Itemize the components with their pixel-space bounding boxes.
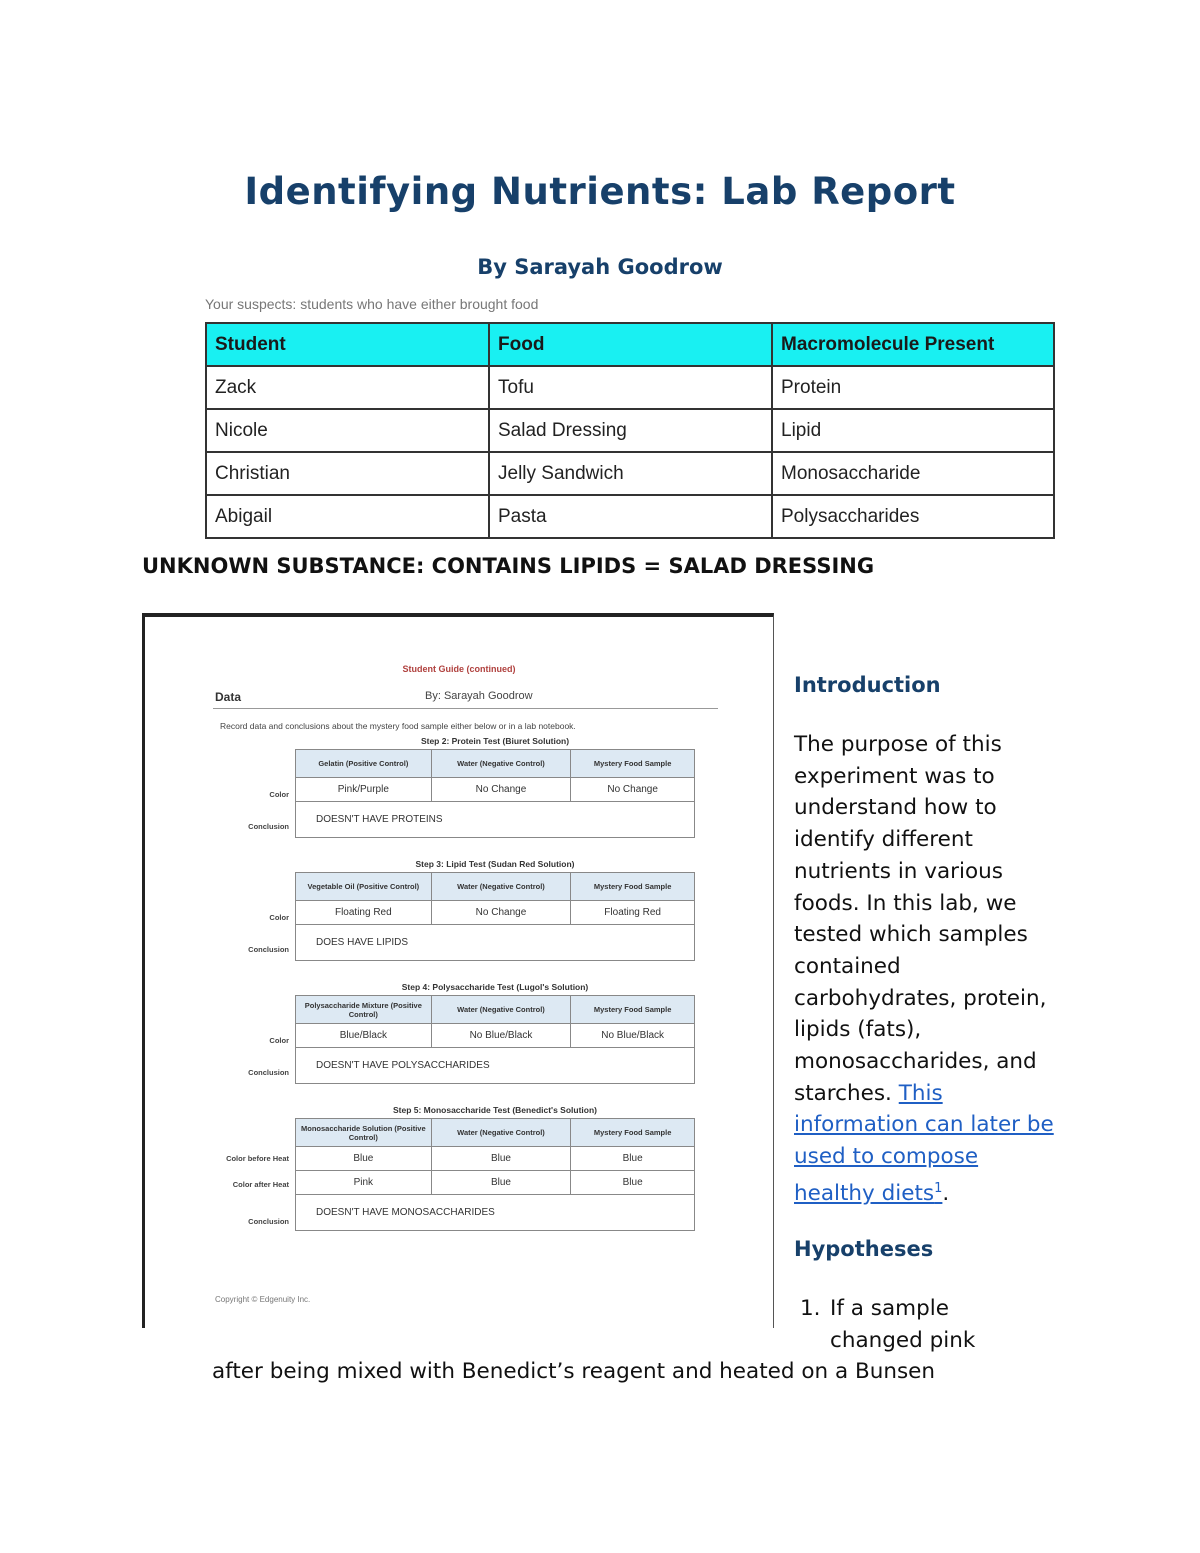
row-label: Conclusion — [248, 822, 289, 831]
step-header-cell: Water (Negative Control) — [431, 1119, 571, 1147]
introduction-heading: Introduction — [794, 673, 941, 697]
copyright-notice: Copyright © Edgenuity Inc. — [215, 1295, 311, 1304]
step-cell: No Change — [571, 778, 695, 802]
step-header-cell: Mystery Food Sample — [571, 873, 695, 901]
table-cell: Zack — [206, 366, 489, 409]
footnote-marker[interactable]: 1 — [934, 1180, 943, 1196]
conclusion-cell: DOESN'T HAVE PROTEINS — [296, 802, 695, 838]
row-label: Color — [269, 1036, 289, 1045]
conclusion-cell: DOES HAVE LIPIDS — [296, 925, 695, 961]
table-cell: Christian — [206, 452, 489, 495]
step-header-cell: Water (Negative Control) — [431, 873, 571, 901]
step-cell: No Blue/Black — [431, 1024, 571, 1048]
color-after-row — [296, 1171, 695, 1195]
step-header-cell: Polysaccharide Mixture (Positive Control) — [296, 996, 432, 1024]
step-cell: Blue — [296, 1147, 432, 1171]
step-cell: Floating Red — [571, 901, 695, 925]
row-label: Color before Heat — [226, 1154, 289, 1163]
step-title: Step 5: Monosaccharide Test (Benedict's Solution) — [392, 1105, 597, 1115]
unknown-substance-statement: UNKNOWN SUBSTANCE: CONTAINS LIPIDS = SALAD DRESSING — [142, 554, 875, 578]
step-header-row — [296, 750, 695, 778]
row-label: Color — [269, 913, 289, 922]
row-label: Conclusion — [248, 945, 289, 954]
table-cell: Protein — [772, 366, 1054, 409]
table-cell: Nicole — [206, 409, 489, 452]
step-header-cell: Mystery Food Sample — [571, 750, 695, 778]
step-cell: No Change — [431, 901, 571, 925]
conclusion-row — [296, 1048, 695, 1084]
step-cell: Blue/Black — [296, 1024, 432, 1048]
row-label: Color — [269, 790, 289, 799]
conclusion-cell: DOESN'T HAVE MONOSACCHARIDES — [296, 1195, 695, 1231]
cropped-text-line — [205, 296, 725, 316]
step-header-cell: Mystery Food Sample — [571, 996, 695, 1024]
step-header-cell: Mystery Food Sample — [571, 1119, 695, 1147]
polysaccharide-test-table — [295, 995, 695, 1084]
step-cell: Blue — [571, 1147, 695, 1171]
lipid-test-table — [295, 872, 695, 961]
data-sheet — [145, 617, 773, 1328]
figure-author: By: Sarayah Goodrow — [425, 690, 533, 702]
hypotheses-heading: Hypotheses — [794, 1237, 934, 1261]
data-label: Data — [215, 690, 242, 704]
step-header-cell: Gelatin (Positive Control) — [296, 750, 432, 778]
step-header-row — [296, 873, 695, 901]
step-cell: Blue — [431, 1147, 571, 1171]
document-title: Identifying Nutrients: Lab Report — [244, 170, 956, 213]
table-cell: Pasta — [489, 495, 772, 538]
step-cell: Floating Red — [296, 901, 432, 925]
introduction-paragraph — [794, 729, 1064, 1210]
step-header-cell: Monosaccharide Solution (Positive Control) — [296, 1119, 432, 1147]
step-header-cell: Water (Negative Control) — [431, 750, 571, 778]
link-text[interactable]: This information can later be used to compose healthy diets — [794, 1080, 1054, 1206]
step-title: Step 4: Polysaccharide Test (Lugol's Solution) — [401, 982, 589, 992]
step-header-row — [296, 996, 695, 1024]
table-header-cell: Macromolecule Present — [772, 323, 1054, 366]
step-title: Step 2: Protein Test (Biuret Solution) — [420, 736, 570, 746]
byline: By Sarayah Goodrow — [477, 255, 723, 279]
student-food-table — [205, 322, 1055, 539]
table-cell: Monosaccharide — [772, 452, 1054, 495]
conclusion-row — [296, 1195, 695, 1231]
table-cell: Lipid — [772, 409, 1054, 452]
table-cell: Salad Dressing — [489, 409, 772, 452]
color-before-row — [296, 1147, 695, 1171]
table-row — [206, 452, 1054, 495]
step-title: Step 3: Lipid Test (Sudan Red Solution) — [415, 859, 575, 869]
conclusion-row — [296, 925, 695, 961]
table-header-cell: Food — [489, 323, 772, 366]
table-cell: Jelly Sandwich — [489, 452, 772, 495]
step-cell: No Change — [431, 778, 571, 802]
row-label: Conclusion — [248, 1068, 289, 1077]
color-row — [296, 901, 695, 925]
table-cell: Abigail — [206, 495, 489, 538]
step-header-row — [296, 1119, 695, 1147]
step-cell: Blue — [571, 1171, 695, 1195]
protein-test-table — [295, 749, 695, 838]
table-cell: Polysaccharides — [772, 495, 1054, 538]
step-header-cell: Water (Negative Control) — [431, 996, 571, 1024]
step-cell: Pink — [296, 1171, 432, 1195]
divider — [213, 708, 718, 709]
list-number: 1. — [800, 1296, 821, 1321]
table-row — [206, 495, 1054, 538]
step-cell: Blue — [431, 1171, 571, 1195]
color-row — [296, 778, 695, 802]
monosaccharide-test-table — [295, 1118, 695, 1231]
data-sheet-figure — [142, 613, 774, 1328]
guide-title: Student Guide (continued) — [402, 664, 516, 674]
cropped-text: Your suspects: students who have either brought food — [205, 296, 539, 312]
row-label: Color after Heat — [232, 1180, 289, 1189]
conclusion-row — [296, 802, 695, 838]
table-header-cell: Student — [206, 323, 489, 366]
period: . — [942, 1181, 950, 1206]
hypothesis-continued: after being mixed with Benedict’s reagent and heated on a Bunsen — [212, 1359, 936, 1384]
table-row — [206, 366, 1054, 409]
color-row — [296, 1024, 695, 1048]
row-label: Conclusion — [248, 1217, 289, 1226]
step-cell: Pink/Purple — [296, 778, 432, 802]
step-header-cell: Vegetable Oil (Positive Control) — [296, 873, 432, 901]
table-row — [206, 409, 1054, 452]
conclusion-cell: DOESN'T HAVE POLYSACCHARIDES — [296, 1048, 695, 1084]
step-cell: No Blue/Black — [571, 1024, 695, 1048]
table-cell: Tofu — [489, 366, 772, 409]
introduction-text: The purpose of this experiment was to understand how to identify different nutrients in various foods. In this lab, we tested which samples contained carbohydrates, protein, lipids (fats), monosaccharides, and starches. — [794, 732, 1047, 1106]
table-header-row — [206, 323, 1054, 366]
record-instructions: Record data and conclusions about the mystery food sample either below or in a lab notebook. — [220, 721, 576, 731]
hypothesis-item: If a sample changed pink — [830, 1296, 976, 1353]
